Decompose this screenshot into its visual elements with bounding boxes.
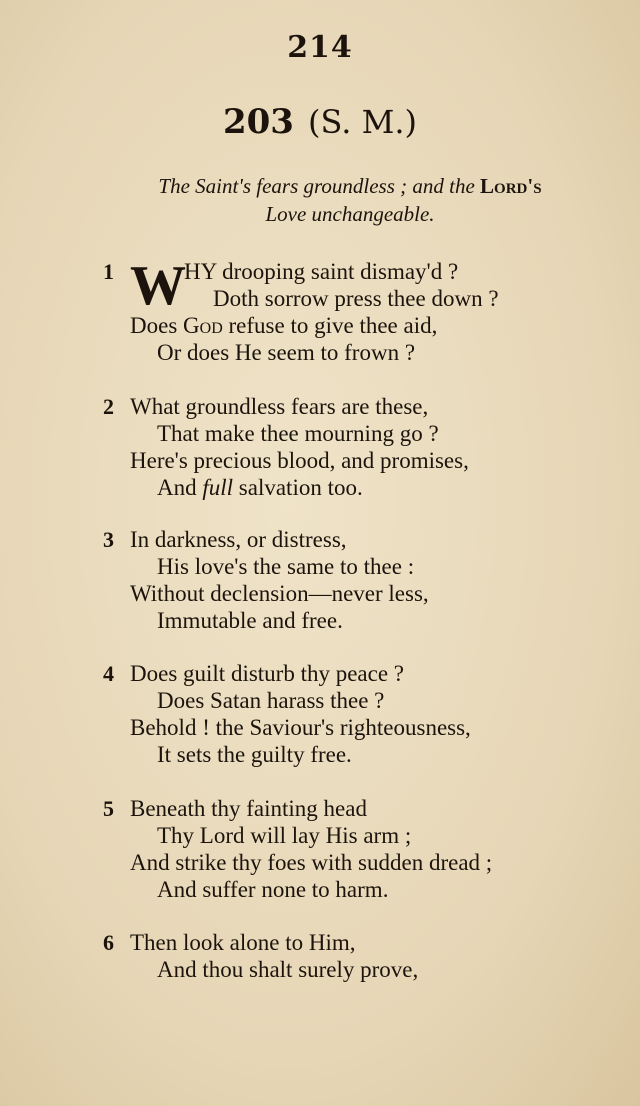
verse-line: What groundless fears are these,	[130, 394, 429, 419]
verse-line: In darkness, or distress,	[130, 527, 347, 552]
verse-line: Thy Lord will lay His arm ;	[157, 823, 412, 848]
hymn-meter: (S. M.)	[307, 103, 417, 141]
verse-line: That make thee mourning go ?	[157, 421, 439, 446]
verse-line: Does Satan harass thee ?	[157, 688, 385, 713]
verse-line: Doth sorrow press thee down ?	[213, 286, 499, 311]
verse-number: 3	[103, 527, 114, 552]
verse-line: Or does He seem to frown ?	[157, 340, 416, 365]
verse-number: 2	[103, 394, 114, 419]
hymn-heading	[0, 102, 640, 142]
verse-line: And thou shalt surely prove,	[157, 957, 419, 982]
verse-line: Does guilt disturb thy peace ?	[130, 661, 405, 686]
verse-number: 4	[103, 661, 114, 686]
hymn-number: 203	[222, 102, 294, 142]
verse-line: Beneath thy fainting head	[130, 796, 367, 821]
verse-line: His love's the same to thee :	[157, 554, 415, 579]
subtitle-lords: Lord's	[480, 174, 542, 198]
verse-number: 1	[103, 259, 114, 284]
verse-line: Here's precious blood, and promises,	[130, 448, 469, 473]
verse-line: Then look alone to Him,	[130, 930, 356, 955]
verse-line: And full salvation too.	[157, 475, 363, 500]
drop-cap-letter: W	[130, 255, 186, 317]
subtitle-line1-text: The Saint's fears groundless ; and the	[158, 174, 475, 198]
verse-line: It sets the guilty free.	[157, 742, 352, 767]
verse-number: 5	[103, 796, 114, 821]
verse-line: And strike thy foes with sudden dread ;	[130, 850, 493, 875]
subtitle-line2: Love unchangeable.	[265, 202, 435, 226]
verse-line: And suffer none to harm.	[157, 877, 389, 902]
verse-line: Immutable and free.	[157, 608, 343, 633]
verse-number: 6	[103, 930, 114, 955]
hymn-subtitle	[60, 172, 640, 228]
verse-line: Behold ! the Saviour's righteousness,	[130, 715, 471, 740]
verse-line: HY drooping saint dismay'd ?	[184, 259, 459, 284]
page-number: 214	[287, 30, 353, 65]
verse-line: Without declension—never less,	[130, 581, 429, 606]
verse-line: Does God refuse to give thee aid,	[130, 313, 438, 338]
